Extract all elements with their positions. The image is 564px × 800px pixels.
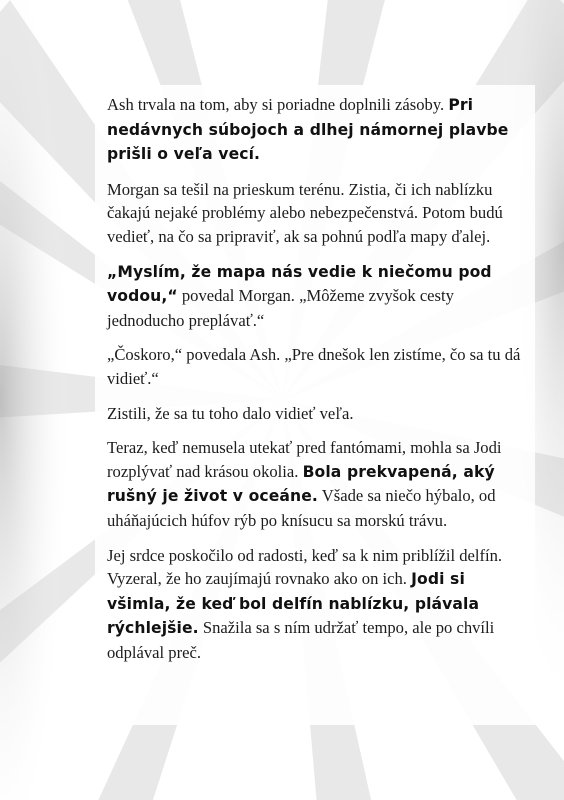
paragraph	[107, 544, 527, 665]
body-text: Snažila sa s ním udržať tempo, ale po chvíli odplával preč.	[107, 618, 495, 662]
body-text: Ash trvala na tom, aby si poriadne doplnili zásoby.	[107, 95, 449, 114]
paragraph	[107, 93, 527, 167]
body-text: Všade sa niečo hýbalo, od uháňajúcich húfov rýb po knísucu sa morskú trávu.	[107, 486, 496, 530]
paragraph	[107, 436, 527, 532]
paragraph	[107, 178, 527, 249]
paragraph	[107, 260, 527, 333]
body-text: Morgan sa tešil na prieskum terénu. Zistia, či ich nablízku čakajú nejaké problémy alebo nebezpečenstvá. Potom budú vedieť, na čo sa pripraviť, ak sa pohnú podľa mapy ďalej.	[107, 179, 503, 246]
emphasized-text: „Myslím, že mapa nás vedie k niečomu pod vodou,“	[107, 262, 492, 306]
paragraph	[107, 402, 527, 426]
body-text: „Čoskoro,“ povedala Ash. „Pre dnešok len zistíme, čo sa tu dá vidieť.“	[107, 345, 521, 388]
body-text: povedal Morgan. „Môžeme zvyšok cesty jednoducho preplávať.“	[107, 286, 454, 330]
body-text: Teraz, keď nemusela utekať pred fantómami, mohla sa Jodi rozplývať nad krásou okolia.	[107, 438, 502, 481]
body-text: Jej srdce poskočilo od radosti, keď sa k nim priblížil delfín. Vyzeral, že ho zaujímajú rovnako ako on ich.	[107, 545, 503, 589]
emphasized-text: Bola prekvapená, aký rušný je život v oceáne.	[107, 462, 495, 506]
emphasized-text: Jodi si všimla, že keď bol delfín nablízku, plávala rýchlejšie.	[107, 570, 480, 638]
emphasized-text: Pri nedávnych súbojoch a dlhej námornej plavbe prišli o veľa vecí.	[107, 96, 509, 164]
book-page-text	[107, 93, 527, 675]
body-text: Zistili, že sa tu toho dalo vidieť veľa.	[107, 403, 354, 423]
paragraph	[107, 343, 527, 390]
